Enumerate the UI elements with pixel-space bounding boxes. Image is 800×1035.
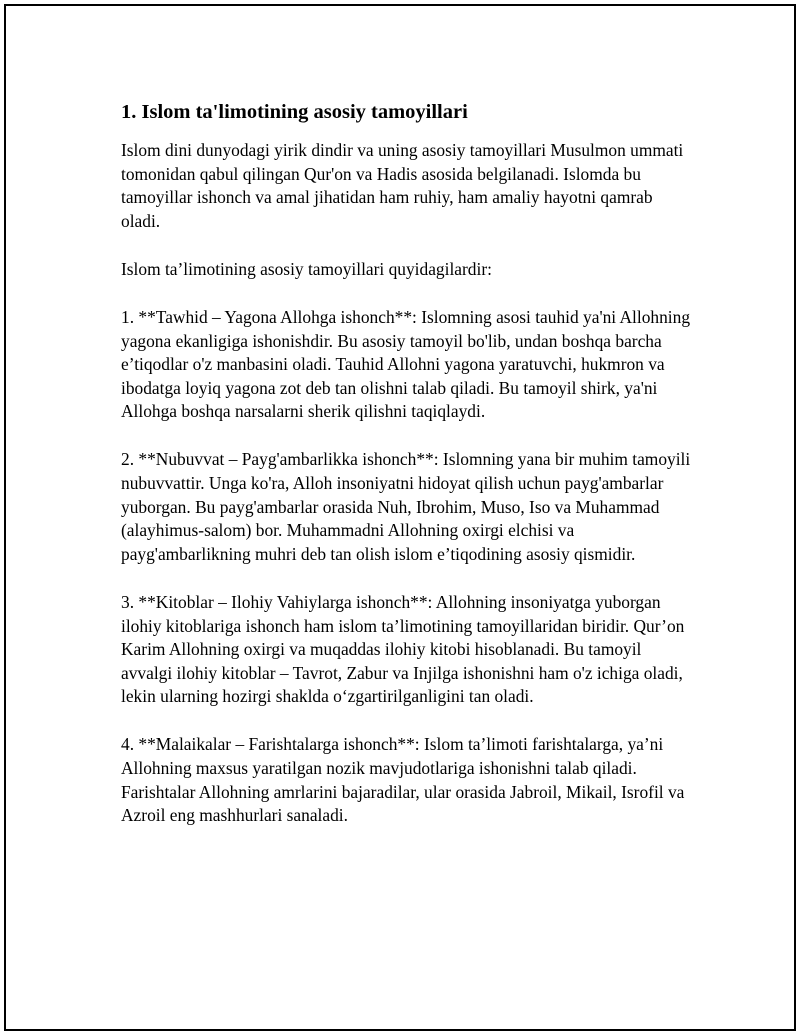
principle-nubuvvat-paragraph: 2. **Nubuvvat – Payg'ambarlikka ishonch**: Islomning yana bir muhim tamoyili nubuvvattir. Unga ko'ra, Alloh insoniyatni hidoyat qilish uchun payg'ambarlar yuborgan. Bu payg'ambarlar orasida Nuh, Ibrohim, Muso, Iso va Muhammad (alayhimus-salom) bor. Muhammadni Allohning oxirgi elchisi va payg'ambarlikning muhri deb tan olish islom e’tiqodining asosiy qismidir. xyxy=(121,449,691,564)
principles-lead-paragraph: Islom ta’limotining asosiy tamoyillari quyidagilardir: xyxy=(121,258,492,279)
intro-paragraph: Islom dini dunyodagi yirik dindir va uning asosiy tamoyillari Musulmon ummati tomonidan qabul qilingan Qur'on va Hadis asosida belgilanadi. Islomda bu tamoyillar ishonch va amal jihatidan ham ruhiy, ham amaliy hayotni qamrab oladi. xyxy=(121,140,684,231)
principle-malaikalar-paragraph: 4. **Malaikalar – Farishtalarga ishonch**: Islom ta’limoti farishtalarga, ya’ni Allohning maxsus yaratilgan nozik mavjudotlariga ishonishni talab qiladi. Farishtalar Allohning amrlarini bajaradilar, ular orasida Jabroil, Mikail, Isrofil va Azroil eng mashhurlari sanaladi. xyxy=(121,734,685,826)
document-page xyxy=(4,4,796,1031)
principle-tawhid-paragraph: 1. **Tawhid – Yagona Allohga ishonch**: Islomning asosi tauhid ya'ni Allohning yagona ekanligiga ishonishdir. Bu asosiy tamoyil bo'lib, undan boshqa barcha e’tiqodlar o'z manbasini oladi. Tauhid Allohni yagona yaratuvchi, hukmron va ibodatga loyiq yagona zot deb tan olishni talab qiladi. Bu tamoyil shirk, ya'ni Allohga boshqa narsalarni sherik qilishni taqiqlaydi. xyxy=(121,306,691,422)
section-heading: 1. Islom ta'limotining asosiy tamoyillari xyxy=(121,101,468,123)
principle-kitoblar-paragraph: 3. **Kitoblar – Ilohiy Vahiylarga ishonch**: Allohning insoniyatga yuborgan ilohiy kitoblariga ishonch ham islom ta’limotining tamoyillaridan biridir. Qur’on Karim Allohning oxirgi va muqaddas ilohiy kitobi hisoblanadi. Bu tamoyil avvalgi ilohiy kitoblar – Tavrot, Zabur va Injilga ishonishni ham o'z ichiga oladi, lekin ularning hozirgi shaklda o‘zgartirilganligini tan oladi. xyxy=(121,591,685,707)
document-body xyxy=(121,98,696,852)
